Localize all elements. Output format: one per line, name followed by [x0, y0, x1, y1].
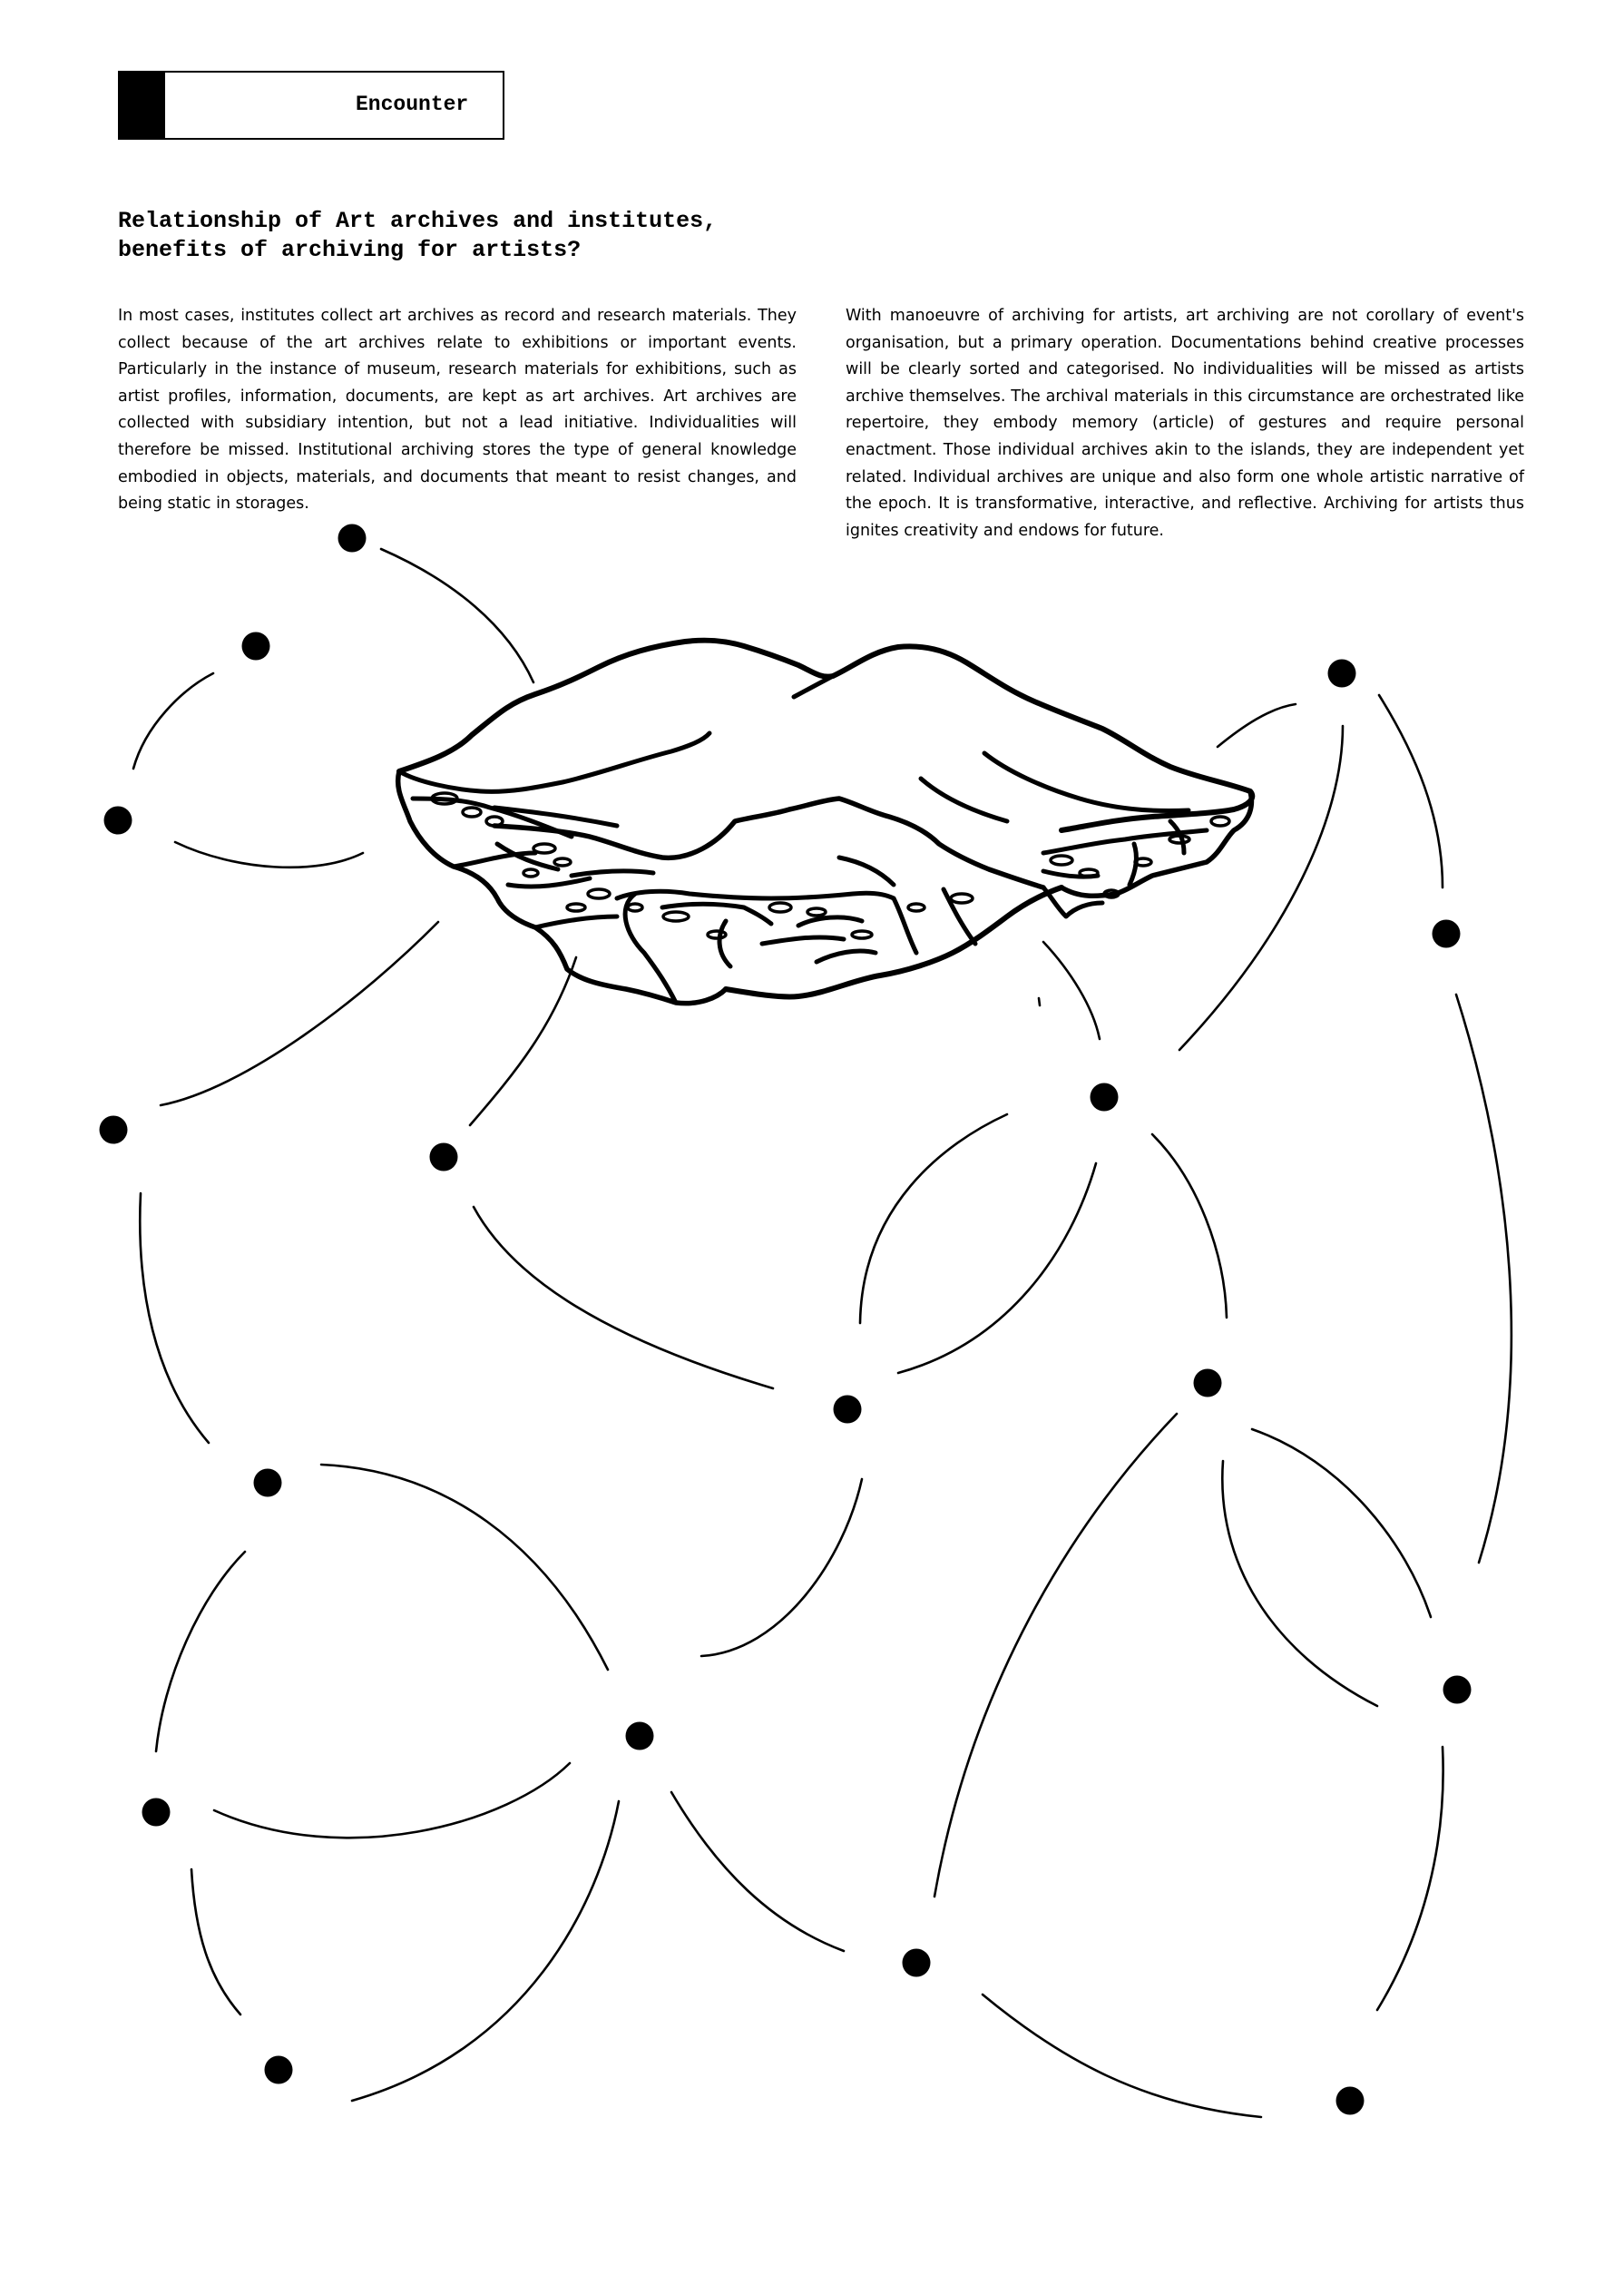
island-cavity — [1211, 817, 1229, 826]
network-dot — [242, 632, 270, 661]
network-dot — [1433, 920, 1461, 948]
island-cavity — [523, 869, 538, 877]
network-dot — [1336, 2087, 1365, 2115]
network-dot — [834, 1396, 862, 1424]
island-underside — [817, 951, 876, 962]
connection-line — [898, 1163, 1096, 1373]
connection-line — [352, 1801, 619, 2101]
island-cavity — [769, 903, 791, 912]
network-dot — [338, 524, 367, 553]
island-underside — [719, 921, 730, 966]
connection-line — [701, 1479, 862, 1656]
network-dot — [104, 807, 132, 835]
island-underside — [572, 871, 653, 876]
connection-lines — [133, 549, 1511, 2117]
connection-line — [381, 549, 533, 682]
island-underside — [839, 858, 894, 885]
network-dot — [903, 1949, 931, 1977]
floating-island-illustration — [398, 641, 1253, 1004]
island-underside — [535, 917, 617, 927]
island-cavity — [486, 817, 503, 826]
island-cavity — [463, 808, 481, 817]
island-cavity — [533, 844, 555, 853]
connection-line — [1043, 942, 1100, 1039]
island-top-outline — [399, 733, 709, 791]
network-dot — [430, 1143, 458, 1171]
island-cavity — [1169, 836, 1189, 843]
connection-line — [1456, 995, 1511, 1563]
connection-line — [470, 957, 576, 1125]
network-dot — [254, 1469, 282, 1497]
section-tag-label: Encounter — [356, 93, 469, 116]
connection-line — [671, 1792, 844, 1951]
island-cavity — [1051, 856, 1072, 865]
island-cavity — [951, 894, 973, 903]
connection-line — [133, 673, 213, 769]
island-cavity — [663, 912, 689, 921]
network-dot — [1091, 1083, 1119, 1112]
connection-line — [140, 1193, 209, 1443]
network-dots — [100, 524, 1472, 2115]
connection-line — [1377, 1747, 1443, 2010]
network-dot — [1328, 660, 1356, 688]
island-cavity — [908, 904, 925, 911]
connection-line — [214, 1763, 570, 1838]
island-cavity — [628, 904, 642, 911]
network-dot — [1443, 1676, 1472, 1704]
connection-line — [860, 1114, 1007, 1323]
connection-line — [474, 1207, 773, 1388]
network-dot — [1194, 1369, 1222, 1397]
island-cavity — [588, 889, 610, 898]
island-cavity — [1080, 869, 1098, 877]
island-cavity — [807, 908, 826, 916]
connection-line — [1039, 998, 1040, 1005]
connection-line — [1218, 704, 1296, 747]
connection-line — [1222, 1461, 1377, 1706]
connection-line — [321, 1465, 608, 1670]
left-paragraph: In most cases, institutes collect art archives as record and research materials. They collect because of the art archives relate to exhibitions or important events. Particularly in the instance of museum, research materials for exhibitions, such as artist profiles, information, documents, are kept as art archives. Art archives are collected with subsidiary intention, but not a lead initiative. Individualities will therefore be missed. Institutional archiving stores the type of general knowledge embodied in objects, materials, and documents that meant to resist changes, and being static in storages. — [118, 307, 797, 514]
connection-line — [156, 1552, 245, 1751]
connection-line — [1379, 695, 1443, 887]
connection-line — [175, 842, 363, 868]
island-underside — [398, 771, 726, 1004]
network-dot — [100, 1116, 128, 1144]
connection-line — [161, 922, 438, 1105]
island-top-outline — [794, 676, 833, 697]
island-cavity — [852, 931, 872, 938]
island-underside — [508, 878, 590, 887]
connection-line — [1152, 1134, 1227, 1318]
connection-line — [1252, 1429, 1431, 1617]
network-dot — [265, 2056, 293, 2084]
connection-line — [1179, 726, 1343, 1050]
page-title: Relationship of Art archives and institutes, benefits of archiving for artists? — [118, 208, 718, 263]
island-underside — [762, 937, 844, 944]
island-cavity — [567, 904, 585, 911]
island-underside — [798, 917, 862, 926]
island-cavity — [554, 858, 571, 866]
connection-line — [934, 1414, 1177, 1897]
connection-line — [191, 1869, 240, 2014]
island-underside — [617, 891, 894, 898]
island-top-outline — [921, 779, 1007, 821]
connection-line — [983, 1995, 1261, 2117]
network-dot — [626, 1722, 654, 1750]
network-dot — [142, 1799, 171, 1827]
island-cavity — [708, 931, 726, 938]
right-paragraph: With manoeuvre of archiving for artists, art archiving are not corollary of event's organisation, but a primary operation. Documentations behind creative processes will be clearly sorted and categorised. No individualities will be missed as artists archive themselves. The archival materials in this circumstance are orchestrated like repertoire, they embody memory (article) of gestures and require personal enactment. Those individual archives akin to the islands, they are independent yet related. Individual archives are unique and also form one whole artistic narrative of the epoch. It is transformative, interactive, and reflective. Archiving for artists thus ignites creativity and endows for future. — [846, 307, 1524, 540]
island-underside — [894, 898, 916, 953]
